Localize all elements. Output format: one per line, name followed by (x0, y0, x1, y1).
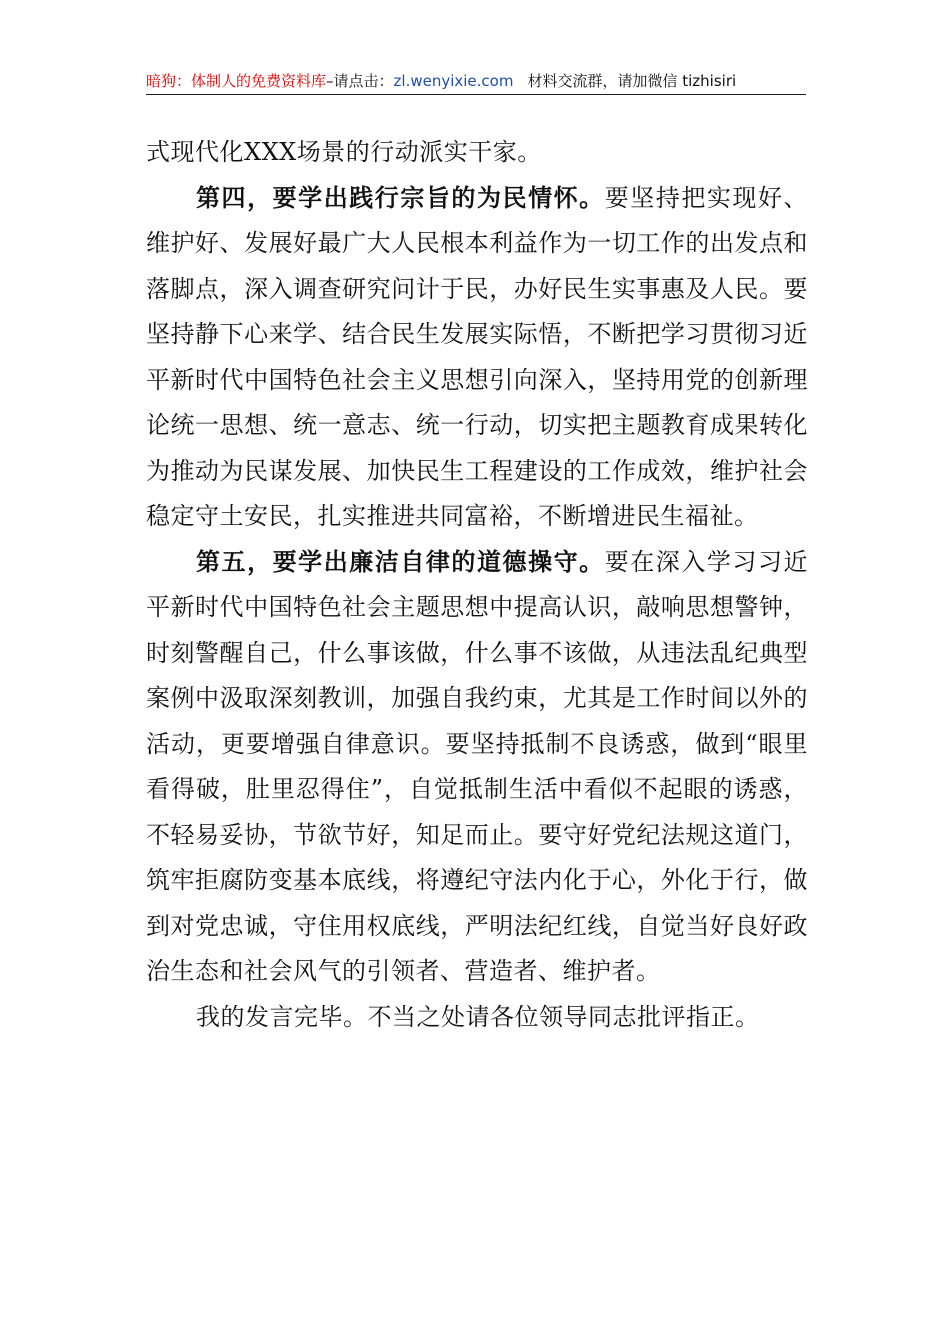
paragraph-closing: 我的发言完毕。不当之处请各位领导同志批评指正。 (196, 1002, 760, 1031)
header-site-name: 暗狗：体制人的免费资料库 (146, 72, 327, 90)
paragraph-continuation: 式现代化XXX场景的行动派实干家。 (146, 138, 542, 166)
paragraph-fourth-heading: 第四，要学出践行宗旨的为民情怀。 (196, 183, 605, 212)
paragraph-fourth-body: 要坚持把实现好、维护好、发展好最广大人民根本利益作为一切工作的出发点和落脚点，深入调查研究问计于民，办好民生实事惠及人民。要坚持静下心来学、结合民生发展实际悟，不断把学习贯彻习近平新时代中国特色社会主义思想引向深入，坚持用党的创新理论统一思想、统一意志、统一行动，切实把主题教育成果转化为推动为民谋发展、加快民生工程建设的工作成效，维护社会稳定守土安民，扎实推进共同富裕，不断增进民生福祉。 (146, 183, 809, 530)
paragraph-fifth (146, 540, 808, 995)
header-link[interactable]: zl.wenyixie.com (393, 72, 514, 90)
page-header (146, 70, 806, 95)
paragraph-fourth (146, 176, 808, 540)
paragraph-fifth-heading: 第五，要学出廉洁自律的道德操守。 (196, 547, 605, 576)
paragraph-fifth-body: 要在深入学习习近平新时代中国特色社会主题思想中提高认识，敲响思想警钟，时刻警醒自己，什么事该做，什么事不该做，从违法乱纪典型案例中汲取深刻教训，加强自我约束，尤其是工作时间以外的活动，更要增强自律意识。要坚持抵制不良诱惑，做到“眼里看得破，肚里忍得住”，自觉抵制生活中看似不起眼的诱惑，不轻易妥协，节欲节好，知足而止。要守好党纪法规这道门，筑牢拒腐防变基本底线，将遵纪守法内化于心，外化于行，做到对党忠诚，守住用权底线，严明法纪红线，自觉当好良好政治生态和社会风气的引领者、营造者、维护者。 (146, 547, 809, 985)
header-link-prefix: –请点击： (326, 72, 394, 90)
header-contact: 材料交流群，请加微信 tizhisiri (527, 72, 737, 90)
document-body (146, 130, 808, 1040)
